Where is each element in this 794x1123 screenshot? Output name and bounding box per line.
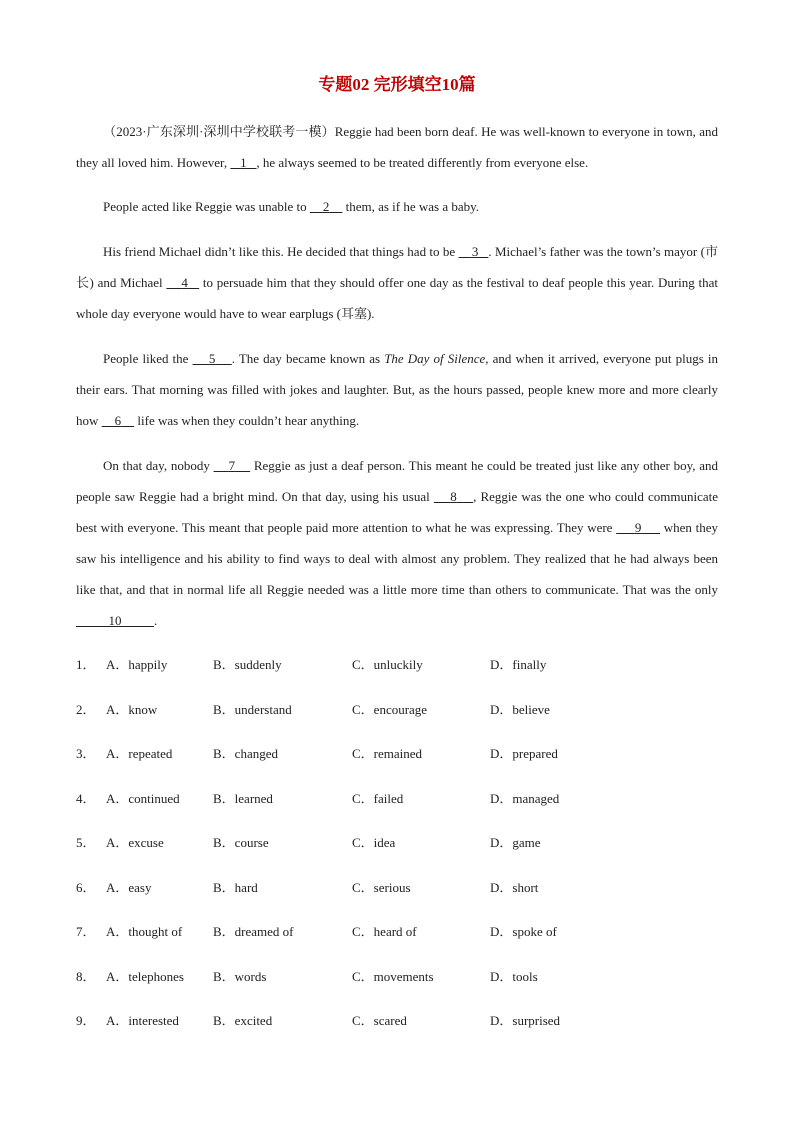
option-c: C．failed	[352, 791, 404, 806]
blank-8: 8	[450, 489, 457, 504]
option-c: C．idea	[352, 835, 396, 850]
option-row-5	[76, 833, 718, 853]
question-number: 6．	[76, 880, 96, 895]
option-d: D．tools	[490, 969, 538, 984]
option-d: D．finally	[490, 657, 547, 672]
option-b: B．course	[213, 835, 269, 850]
paragraph-4: People liked the 5 . The day became known as The Day of Silence, and when it arrived, everyone put plugs in their ears. That morning was filled with jokes and laughter. But, as the hours passed, people knew more and more clearly how 6 life was when they couldn’t hear anything.	[76, 351, 718, 428]
option-a: A．interested	[106, 1013, 179, 1028]
option-b: B．suddenly	[213, 657, 282, 672]
festival-name: The Day of Silence	[384, 351, 486, 366]
option-c: C．serious	[352, 880, 411, 895]
option-a: A．repeated	[106, 746, 173, 761]
option-b: B．hard	[213, 880, 258, 895]
option-c: C．heard of	[352, 924, 417, 939]
question-number: 4．	[76, 791, 96, 806]
blank-1: 1	[240, 155, 247, 170]
paragraph-3: His friend Michael didn’t like this. He decided that things had to be 3 . Michael’s father was the town’s mayor (市长) and Michael 4 to persuade him that they should offer one day as the festival to deaf people this year. During that whole day everyone would have to wear earplugs (耳塞).	[76, 244, 719, 321]
option-a: A．excuse	[106, 835, 164, 850]
blank-7: 7	[228, 458, 236, 473]
option-row-8	[76, 967, 718, 987]
option-d: D．game	[490, 835, 541, 850]
option-row-2	[76, 700, 718, 720]
option-a: A．know	[106, 702, 158, 717]
question-number: 5．	[76, 835, 96, 850]
page-title: 专题02 完形填空10篇	[318, 75, 476, 94]
option-d: D．prepared	[490, 746, 558, 761]
option-b: B．learned	[213, 791, 273, 806]
option-a: A．happily	[106, 657, 168, 672]
option-b: B．changed	[213, 746, 278, 761]
option-c: C．unluckily	[352, 657, 423, 672]
option-row-7	[76, 922, 718, 942]
option-a: A．continued	[106, 791, 180, 806]
blank-6: 6	[114, 413, 122, 428]
question-number: 3．	[76, 746, 96, 761]
option-row-4	[76, 789, 718, 809]
option-b: B．understand	[213, 702, 292, 717]
blank-2: 2	[322, 199, 330, 214]
option-d: D．managed	[490, 791, 560, 806]
option-row-6	[76, 878, 718, 898]
blank-5: 5	[208, 351, 216, 366]
option-d: D．short	[490, 880, 539, 895]
question-number: 8．	[76, 969, 96, 984]
option-a: A．easy	[106, 880, 152, 895]
blank-10: 10	[108, 613, 122, 628]
option-c: C．encourage	[352, 702, 428, 717]
option-a: A．thought of	[106, 924, 183, 939]
option-c: C．remained	[352, 746, 423, 761]
question-number: 9．	[76, 1013, 96, 1028]
option-row-9	[76, 1011, 718, 1031]
option-c: C．movements	[352, 969, 434, 984]
option-b: B．dreamed of	[213, 924, 294, 939]
option-row-3	[76, 744, 718, 764]
option-b: B．words	[213, 969, 267, 984]
option-d: D．spoke of	[490, 924, 557, 939]
paragraph-1: （2023·广东深圳·深圳中学校联考一模）Reggie had been born deaf. He was well-known to everyone in town, and they all loved him. However, 1 , he always seemed to be treated differently from everyone else.	[76, 124, 718, 170]
option-b: B．excited	[213, 1013, 273, 1028]
blank-9: 9	[634, 520, 642, 535]
paragraph-2: People acted like Reggie was unable to 2 them, as if he was a baby.	[103, 199, 480, 214]
option-d: D．believe	[490, 702, 550, 717]
option-a: A．telephones	[106, 969, 184, 984]
option-c: C．scared	[352, 1013, 407, 1028]
option-d: D．surprised	[490, 1013, 561, 1028]
blank-3: 3	[471, 244, 479, 259]
question-number: 2．	[76, 702, 96, 717]
question-number: 7．	[76, 924, 96, 939]
question-number: 1．	[76, 657, 96, 672]
blank-4: 4	[181, 275, 188, 290]
source-label: （2023·广东深圳·深圳中学校联考一模）	[103, 124, 335, 139]
paragraph-5: On that day, nobody 7 Reggie as just a deaf person. This meant he could be treated just like any other boy, and people saw Reggie had a bright mind. On that day, using his usual 8 , Reggie was the one who could communicate best with everyone. This meant that people paid more attention to what he was expressing. They were 9 when they saw his intelligence and his ability to find ways to deal with almost any problem. They realized that he had always been like that, and that in normal life all Reggie needed was a little more time than others to communicate. That was the only 10 .	[76, 458, 719, 628]
option-row-1	[76, 655, 718, 675]
